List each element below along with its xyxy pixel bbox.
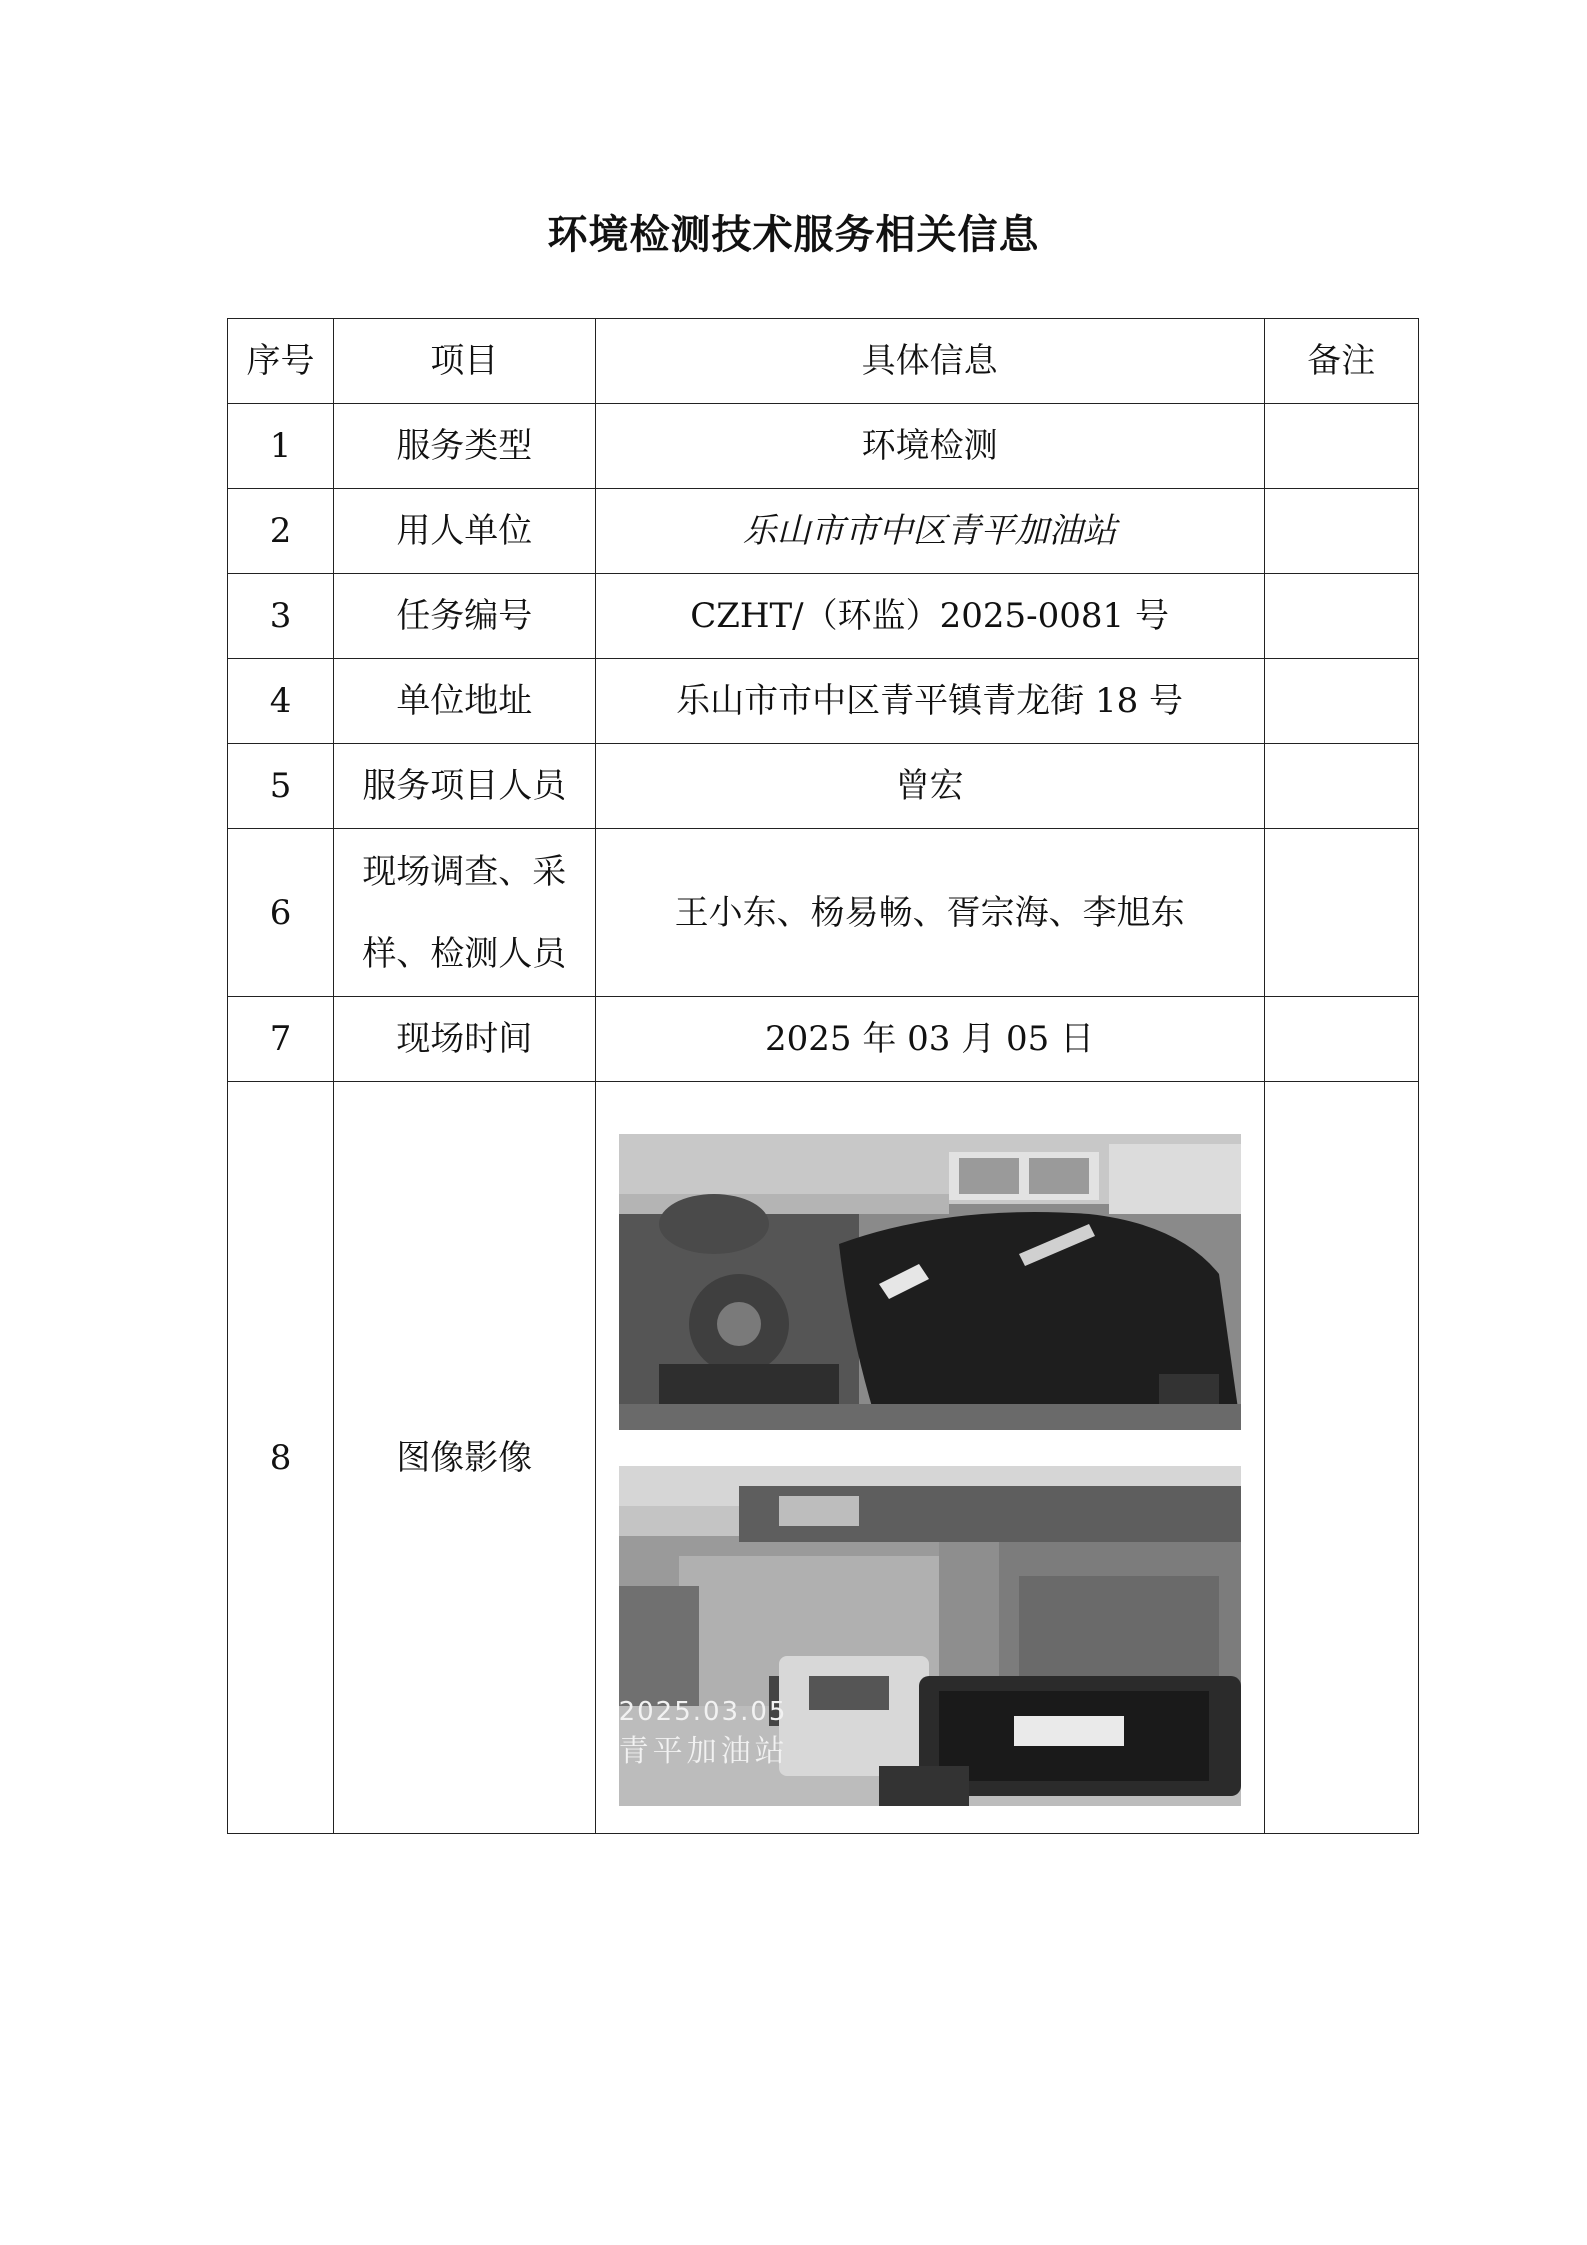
site-photo-fuel-dispenser-image bbox=[619, 1134, 1241, 1430]
photo-location-watermark: 青平加油站 bbox=[618, 1734, 789, 1769]
row-detail: 乐山市市中区青平加油站 bbox=[595, 489, 1264, 574]
row-note bbox=[1264, 997, 1418, 1082]
document-title: 环境检测技术服务相关信息 bbox=[547, 211, 1040, 258]
row-item: 任务编号 bbox=[334, 574, 596, 659]
row-photos bbox=[595, 1082, 1264, 1834]
row-no: 7 bbox=[228, 997, 334, 1082]
header-no: 序号 bbox=[228, 319, 334, 404]
header-note: 备注 bbox=[1264, 319, 1418, 404]
row-note bbox=[1264, 574, 1418, 659]
row-no: 2 bbox=[228, 489, 334, 574]
table-header-row bbox=[228, 319, 1419, 404]
row-note bbox=[1264, 829, 1418, 997]
info-table bbox=[227, 318, 1419, 1834]
row-item: 单位地址 bbox=[334, 659, 596, 744]
row-item: 图像影像 bbox=[334, 1082, 596, 1834]
row-item: 用人单位 bbox=[334, 489, 596, 574]
row-item: 服务类型 bbox=[334, 404, 596, 489]
row-no: 5 bbox=[228, 744, 334, 829]
row-no: 4 bbox=[228, 659, 334, 744]
header-item: 项目 bbox=[334, 319, 596, 404]
row-no: 1 bbox=[228, 404, 334, 489]
row-note bbox=[1264, 404, 1418, 489]
row-detail: CZHT/（环监）2025-0081 号 bbox=[595, 574, 1264, 659]
row-item: 现场时间 bbox=[334, 997, 596, 1082]
row-detail: 乐山市市中区青平镇青龙街 18 号 bbox=[595, 659, 1264, 744]
row-note bbox=[1264, 659, 1418, 744]
site-photo-gas-station bbox=[619, 1466, 1241, 1806]
row-note bbox=[1264, 489, 1418, 574]
row-detail: 环境检测 bbox=[595, 404, 1264, 489]
table-row bbox=[228, 659, 1419, 744]
row-no: 6 bbox=[228, 829, 334, 997]
row-detail: 王小东、杨易畅、胥宗海、李旭东 bbox=[595, 829, 1264, 997]
row-item bbox=[334, 829, 596, 997]
row-detail: 曾宏 bbox=[595, 744, 1264, 829]
photo-timestamp: 2025.03.05 bbox=[618, 1697, 788, 1727]
row-detail: 2025 年 03 月 05 日 bbox=[595, 997, 1264, 1082]
table-row bbox=[228, 829, 1419, 997]
site-photo-fuel-dispenser bbox=[619, 1134, 1241, 1430]
row-item-label: 现场调查、采样、检测人员 bbox=[362, 851, 567, 974]
table-row bbox=[228, 744, 1419, 829]
row-note bbox=[1264, 1082, 1418, 1834]
row-item: 服务项目人员 bbox=[334, 744, 596, 829]
row-no: 8 bbox=[228, 1082, 334, 1834]
table-row bbox=[228, 574, 1419, 659]
table-row bbox=[228, 404, 1419, 489]
row-no: 3 bbox=[228, 574, 334, 659]
header-detail: 具体信息 bbox=[595, 319, 1264, 404]
table-row bbox=[228, 997, 1419, 1082]
table-row bbox=[228, 1082, 1419, 1834]
table-row bbox=[228, 489, 1419, 574]
row-note bbox=[1264, 744, 1418, 829]
